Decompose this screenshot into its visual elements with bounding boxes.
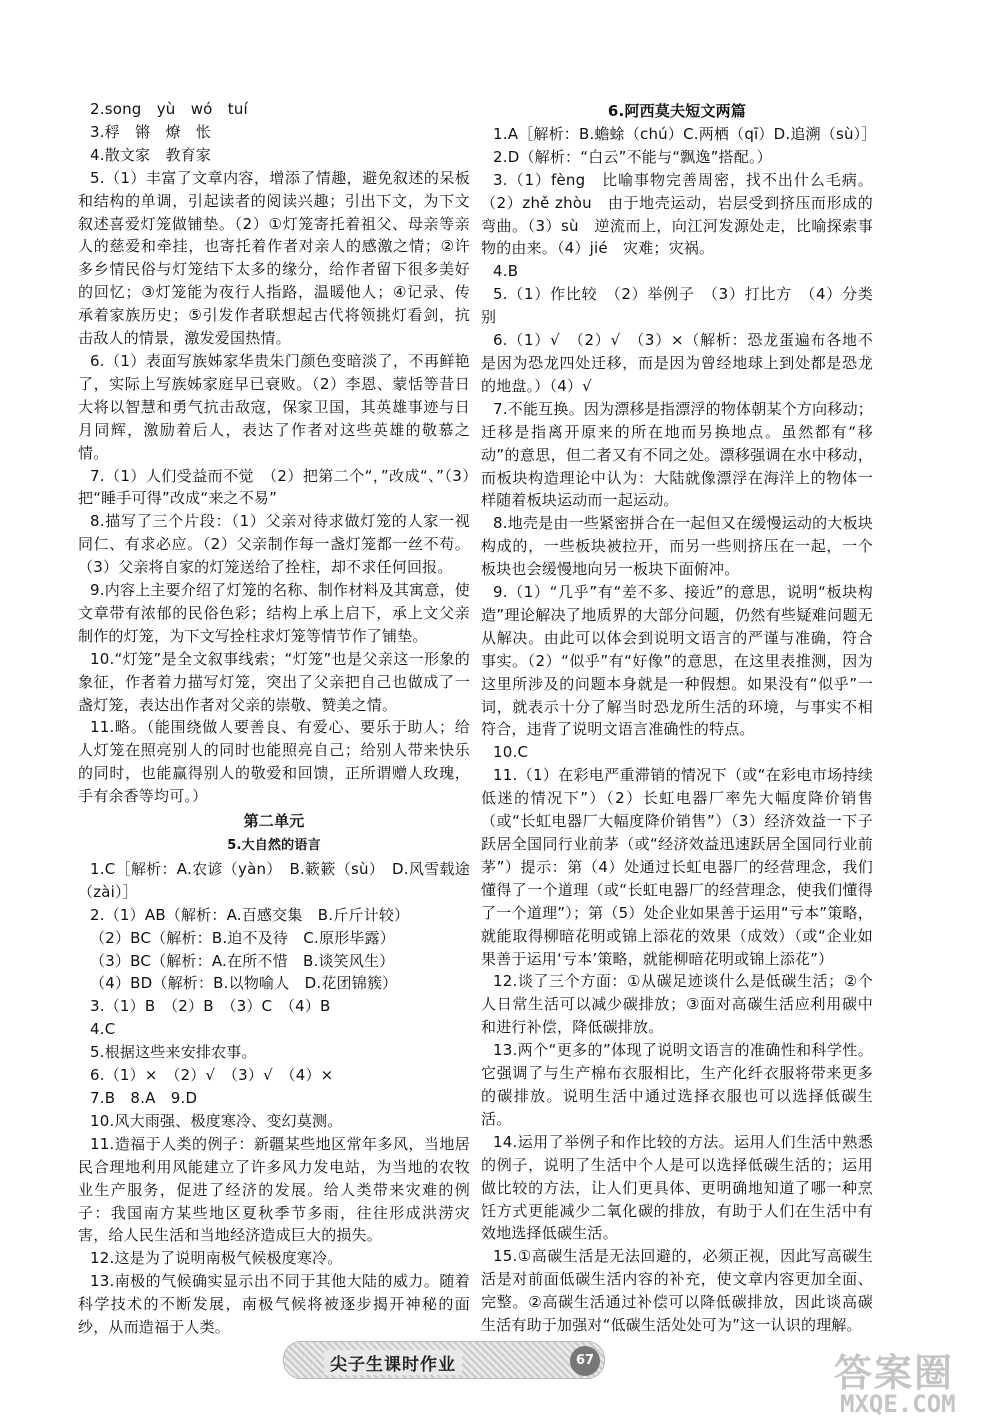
answer-item: 13.两个“更多的”体现了说明文语言的准确性和科学性。它强调了与生产棉布衣服相比，生产化纤衣服将带来更多的碳排放。说明生活中通过选择衣服也可以选择低碳生活。 [481,1041,873,1128]
answer-item: 5.（1）丰富了文章内容，增添了情趣，避免叙述的呆板和结构的单调，引起读者的阅读兴趣；引出下文，为下文叙述喜爱灯笼做铺垫。（2）①灯笼寄托着祖父、母亲等亲人的慈爱和牵挂，也寄托着作者对亲人的感激之情；②许多乡情民俗与灯笼结下太多的缘分，给作者留下很多美好的回忆；③灯笼能为夜行人指路，温暖他人；④记录、传承着家族历史；⑤引发作者联想起古代将领挑灯看剑，抗击敌人的情景，激发爱国热情。 [78,168,470,348]
answer-item: 12.谈了三个方面：①从碳足迹谈什么是低碳生活；②个人日常生活可以减少碳排放；③面对高碳生活应利用碳中和进行补偿，降低碳排放。 [481,972,873,1037]
section-heading: 6.阿西莫夫短文两篇 [607,102,747,120]
answer-item: 6.（1）表面写族姊家华贵朱门颜色变暗淡了，不再鲜艳了，实际上写族姊家庭早已衰败。（2）李恩、蒙恬等昔日大将以智慧和勇气抗击敌寇，保家卫国，其英雄事迹与日月同辉，激励着后人，表达了作者对这些英雄的敬慕之情。 [78,351,470,462]
answer-item: 11.略。（能围绕做人要善良、有爱心、要乐于助人；给人灯笼在照亮别人的同时也能照亮自己；给别人带来快乐的同时，也能赢得别人的敬爱和回馈，正所谓赠人玫瑰，手有余香等均可。） [78,718,470,806]
answer-item: 15.①高碳生活是无法回避的，必须正视，因此写高碳生活是对前面低碳生活内容的补充，使文章内容更加全面、完整。②高碳生活通过补偿可以降低碳排放，因此谈高碳生活有助于加强对“低碳生活处处可为”这一认识的理解。 [481,1247,873,1335]
answer-item: 9.（1）“几乎”有“差不多、接近”的意思，说明“板块构造”理论解决了地质界的大部分问题，仍然有些疑难问题无从解决。由此可以体会到说明文语言的严谨与准确，符合事实。（2）“似乎”有“好像”的意思，在这里表推测，因为这里所涉及的问题本身就是一种假想。如果没有“似乎”一词，就表示十分了解当时恐龙所生活的环境，与事实不相符合，违背了说明文语言准确性的特点。 [481,583,873,739]
footer-label: 尖子生课时作业 [324,1350,462,1375]
answer-item: （2）BC（解析：B.迫不及待 C.原形毕露） [90,928,395,947]
answer-item: 12.这是为了说明南极气候极度寒冷。 [90,1249,343,1268]
answer-item: 9.内容上主要介绍了灯笼的名称、制作材料及其寓意，使文章带有浓郁的民俗色彩；结构上承上启下，承上文父亲制作的灯笼，为下文写拴柱求灯笼等情节作了铺垫。 [78,581,470,645]
answer-item: 4.散文家 教育家 [90,145,212,164]
answer-item: 10.C [493,743,529,762]
watermark-logo [826,1342,986,1422]
page-number: 67 [570,1346,600,1376]
answer-item: 3.（1）fèng 比喻事物完善周密，找不出什么毛病。（2）zhě zhòu 由于地壳运动，岩层受到挤压而形成的弯曲。（3）sù 逆流而上，向江河发源处走，比喻探索事物的由来。（4）jié 灾难；灾祸。 [481,170,873,258]
answer-item: 7.（1）人们受益而不觉 （2）把第二个“，”改成“、”（3）把“睡手可得”改成“来之不易” [78,466,470,508]
answer-item: （4）BD（解析：B.以物喻人 D.花团锦簇） [90,974,398,993]
answer-item: 14.运用了举例子和作比较的方法。运用人们生活中熟悉的例子，说明了生活中个人是可以选择低碳生活的；运用做比较的方法，让人们更具体、更明确地知道了哪一种烹饪方式更能减少二氧化碳的排放，有助于人们在生活中有效地选择低碳生活。 [481,1132,873,1243]
answer-item: 6.（1）× （2）√ （3）√ （4）× [90,1066,334,1085]
watermark-url: MXQE.COM [840,1390,956,1418]
answer-item: 5.（1）作比较 （2）举例子 （3）打比方 （4）分类别 [481,285,873,327]
answer-item: 5.根据这些来安排农事。 [90,1043,257,1062]
answer-item: 2.D（解析：“白云”不能与“飘逸”搭配。） [493,147,772,166]
answer-item: 7.不能互换。因为漂移是指漂浮的物体朝某个方向移动；迁移是指离开原来的所在地而另换地点。虽然都有“移动”的意思，但二者又有不同之处。漂移强调在水中移动，而板块构造理论中认为：大陆就像漂浮在海洋上的物体一样随着板块运动而一起运动。 [481,399,873,510]
watermark-main: 答案圈 [834,1351,955,1395]
answer-item: 2.（1）AB（解析：A.百感交集 B.斤斤计较） [90,905,410,924]
answer-item: 8.描写了三个片段：（1）父亲对待求做灯笼的人家一视同仁、有求必应。（2）父亲制作每一盏灯笼都一丝不苟。（3）父亲将自家的灯笼送给了拴柱，却不求任何回报。 [78,512,470,577]
answer-item: 11.（1）在彩电严重滞销的情况下（或“在彩电市场持续低迷的情况下”）（2）长虹电器厂率先大幅度降价销售（或“长虹电器厂大幅度降价销售”）（3）经济效益一下子跃居全国同行业前茅（或“经济效益迅速跃居全国同行业前茅”）提示：第（4）处通过长虹电器厂的经营理念，我们懂得了一个道理（或“长虹电器厂的经营理念，使我们懂得了一个道理”）；第（5）处企业如果善于运用“亏本”策略，就能取得柳暗花明或锦上添花的效果（成效）（或“企业如果善于运用‘亏本’策略，就能柳暗花明或锦上添花”） [481,766,873,968]
answer-item: 1.A［解析：B.蟾蜍（chú）C.两栖（qī）D.追溯（sù）］ [493,124,877,143]
answer-item: 2.song yù wó tuí [90,100,248,118]
answer-item: 3.（1）B （2）B （3）C （4）B [90,997,331,1016]
answer-item: 8.地壳是由一些紧密拼合在一起但又在缓慢运动的大板块构成的，一些板块被拉开，而另一些则挤压在一起，一个板块也会缓慢地向另一板块下面俯冲。 [481,514,873,579]
left-column [78,98,470,1339]
answer-item: 6.（1）√ （2）√ （3）×（解析：恐龙蛋遍布各地不是因为恐龙四处迁移，而是因为曾经地球上到处都是恐龙的地盘。）（4）√ [481,331,873,395]
footer-banner [283,1341,605,1379]
answer-item: 4.C [90,1020,116,1039]
answer-item: 13.南极的气候确实显示出不同于其他大陆的威力。随着科学技术的不断发展，南极气候将被逐步揭开神秘的面纱，从而造福于人类。 [78,1272,470,1337]
answer-item: （3）BC（解析：A.在所不惜 B.谈笑风生） [90,951,395,970]
answer-item: 1.C［解析：A.农谚（yàn） B.簌簌（sù） D.风雪载途（zài）］ [78,859,470,901]
answer-item: 10.风大雨强、极度寒冷、变幻莫测。 [90,1111,343,1130]
section-heading: 第二单元 [243,812,305,831]
answer-item: 10.“灯笼”是全文叙事线索；“灯笼”也是父亲这一形象的象征，作者着力描写灯笼，突出了父亲把自己也做成了一盏灯笼，表达出作者对父亲的崇敬、赞美之情。 [78,649,470,714]
answer-item: 7.B 8.A 9.D [90,1088,198,1107]
answer-item: 3.稃 锵 燎 怅 [90,122,212,141]
section-heading: 5.大自然的语言 [227,838,321,853]
answer-item: 11.造福于人类的例子：新疆某些地区常年多风，当地居民合理地利用风能建立了许多风力发电站，为当地的农牧业生产服务，促进了经济的发展。给人类带来灾难的例子：我国南方某些地区夏秋季节多雨，往往形成洪涝灾害，给人民生活和当地经济造成巨大的损失。 [78,1134,470,1245]
answer-item: 4.B [493,262,519,281]
right-column [481,98,877,1337]
